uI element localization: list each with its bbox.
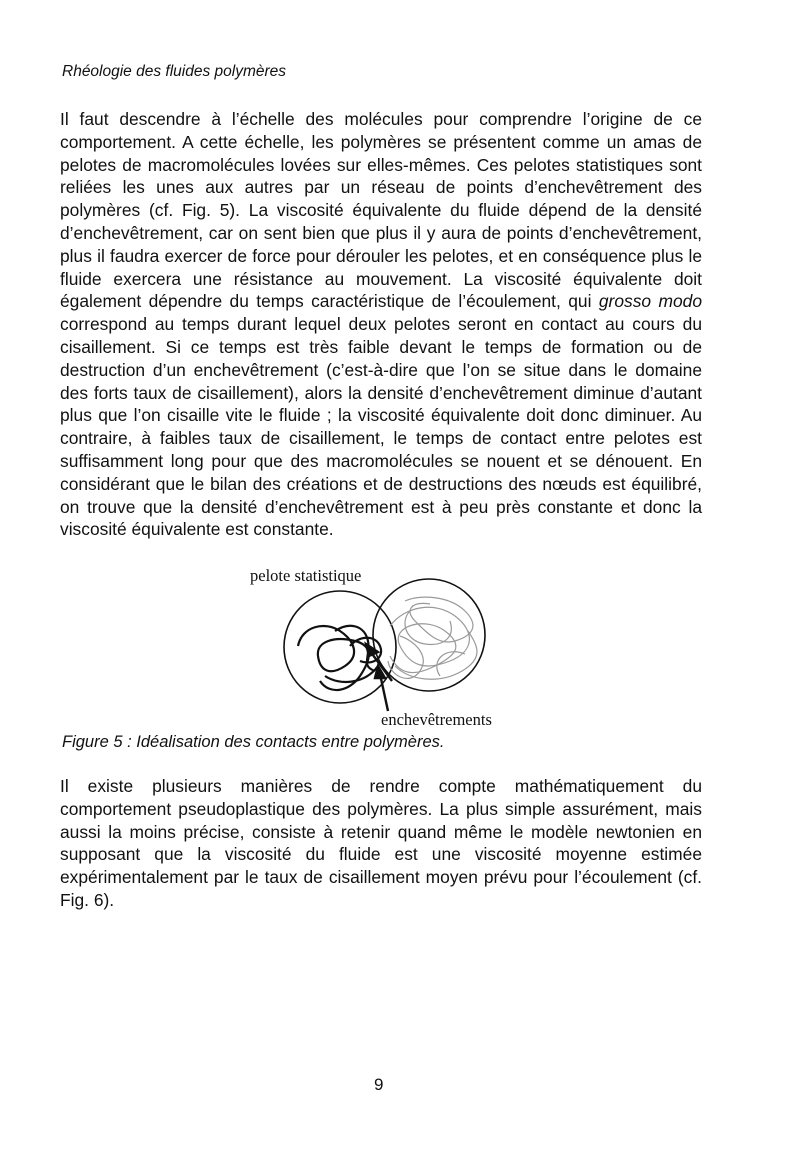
figure-5	[240, 566, 530, 736]
paragraph-entanglement	[60, 108, 702, 541]
running-header: Rhéologie des fluides polymères	[62, 63, 287, 80]
entanglement-arrows	[366, 644, 392, 711]
italic-phrase: grosso modo	[598, 291, 702, 312]
paragraph-text: Il faut descendre à l’échelle des molécules pour comprendre l’origine de ce comportement. A cette échelle, les polymères se présentent comme un amas de pelotes de macromolécules lovées sur elles-mêmes. Ces pelotes statistiques sont reliées les unes aux autres par un réseau de points d’enchevêtrement des polymères (cf. Fig. 5). La viscosité équivalente du fluide dépend de la densité d’enchevêtrement, car on sent bien que plus il y aura de points d’enchevêtrement, plus il faudra exercer de force pour dérouler les pelotes, et en conséquence plus le fluide exercera une résistance au mouvement. La viscosité équivalente doit également dépendre du temps caractéristique de l’écoulement, qui	[60, 109, 702, 312]
figure-caption: Figure 5 : Idéalisation des contacts entre polymères.	[62, 733, 445, 751]
label-statistical-coil: pelote statistique	[250, 566, 362, 585]
paragraph-text: correspond au temps durant lequel deux pelotes seront en contact au cours du cisaillement. Si ce temps est très faible devant le temps de formation ou de destruction d’un enchevêtrement (c’est-à-dire que l’on se situe dans le domaine des forts taux de cisaillement), alors la densité d’enchevêtrement diminue d’autant plus que l’on cisaille vite le fluide ; la viscosité équivalente doit donc diminuer. Au contraire, à faibles taux de cisaillement, le temps de contact entre pelotes est suffisamment long pour que des macromolécules se nouent et se dénouent. En considérant que le bilan des créations et de destructions des nœuds est équilibré, on trouve que la densité d’enchevêtrement est à peu près constante et donc la viscosité équivalente est constante.	[60, 314, 702, 540]
label-entanglements: enchevêtrements	[381, 710, 492, 729]
paragraph-pseudoplastic: Il existe plusieurs manières de rendre compte mathématiquement du comportement pseudoplastique des polymères. La plus simple assurément, mais aussi la moins précise, consiste à retenir quand même le modèle newtonien en supposant que la viscosité du fluide est une viscosité moyenne estimée expérimentalement par le taux de cisaillement moyen prévu pour l’écoulement (cf. Fig. 6).	[60, 776, 702, 910]
coil-tangle-right	[388, 597, 477, 679]
coil-tangle-left	[298, 626, 381, 690]
page-number: 9	[374, 1075, 384, 1094]
